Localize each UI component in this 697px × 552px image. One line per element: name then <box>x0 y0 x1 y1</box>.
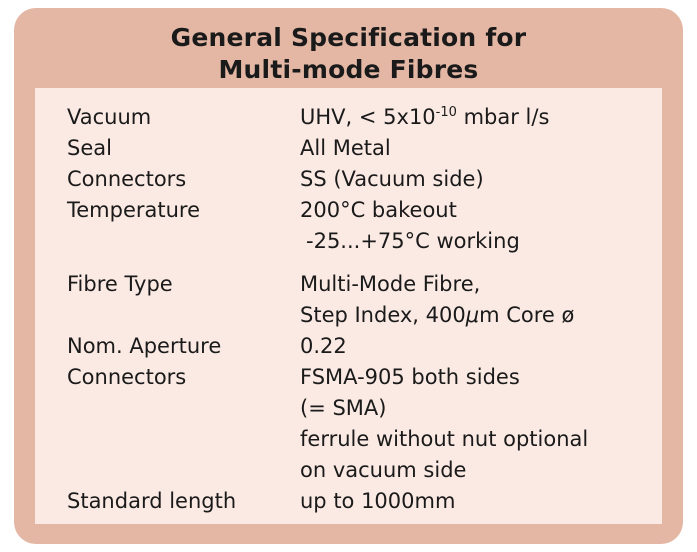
spec-value-micro: μ <box>465 303 480 327</box>
table-row <box>35 331 662 362</box>
table-row <box>35 486 662 517</box>
title-line-2: Multi-mode Fibres <box>218 55 479 84</box>
spec-card <box>14 8 683 544</box>
spec-value-text: Step Index, 400 <box>300 303 466 327</box>
spec-label: Temperature <box>67 198 201 222</box>
spec-value: up to 1000mm <box>300 489 456 513</box>
table-row <box>35 362 662 393</box>
table-row <box>35 164 662 195</box>
table-row <box>35 300 662 331</box>
spec-label: Fibre Type <box>67 272 173 296</box>
spec-label: Nom. Aperture <box>67 334 222 358</box>
spec-label: Seal <box>67 136 112 160</box>
spec-value <box>300 102 662 133</box>
spec-value: (= SMA) <box>300 396 387 420</box>
page-title <box>14 22 683 86</box>
table-row <box>35 226 662 257</box>
spec-value: 200°C bakeout <box>300 198 457 222</box>
table-row <box>35 195 662 226</box>
spec-value: -25...+75°C working <box>306 229 520 253</box>
spec-value: All Metal <box>300 136 391 160</box>
table-row <box>35 424 662 455</box>
spec-panel <box>35 88 662 524</box>
title-line-1: General Specification for <box>170 23 527 52</box>
table-row <box>35 393 662 424</box>
spec-value-text: UHV, < 5x10 <box>300 105 436 129</box>
table-row <box>35 269 662 300</box>
spec-label: Standard length <box>67 489 237 513</box>
spec-value-unit: m Core ø <box>479 303 575 327</box>
spec-value: SS (Vacuum side) <box>300 167 484 191</box>
spec-value-exponent: -10 <box>435 105 457 120</box>
spec-label: Connectors <box>67 365 187 389</box>
spec-table <box>35 88 662 517</box>
table-row <box>35 133 662 164</box>
spec-label: Vacuum <box>67 105 152 129</box>
spec-value: 0.22 <box>300 334 347 358</box>
spec-value <box>300 300 662 331</box>
spec-value: Multi-Mode Fibre, <box>300 272 481 296</box>
spec-value-unit: mbar l/s <box>456 105 550 129</box>
spec-value: FSMA-905 both sides <box>300 365 520 389</box>
spec-value: ferrule without nut optional <box>300 427 589 451</box>
table-row <box>35 102 662 133</box>
spec-label: Connectors <box>67 167 187 191</box>
table-row <box>35 455 662 486</box>
spec-value: on vacuum side <box>300 458 467 482</box>
